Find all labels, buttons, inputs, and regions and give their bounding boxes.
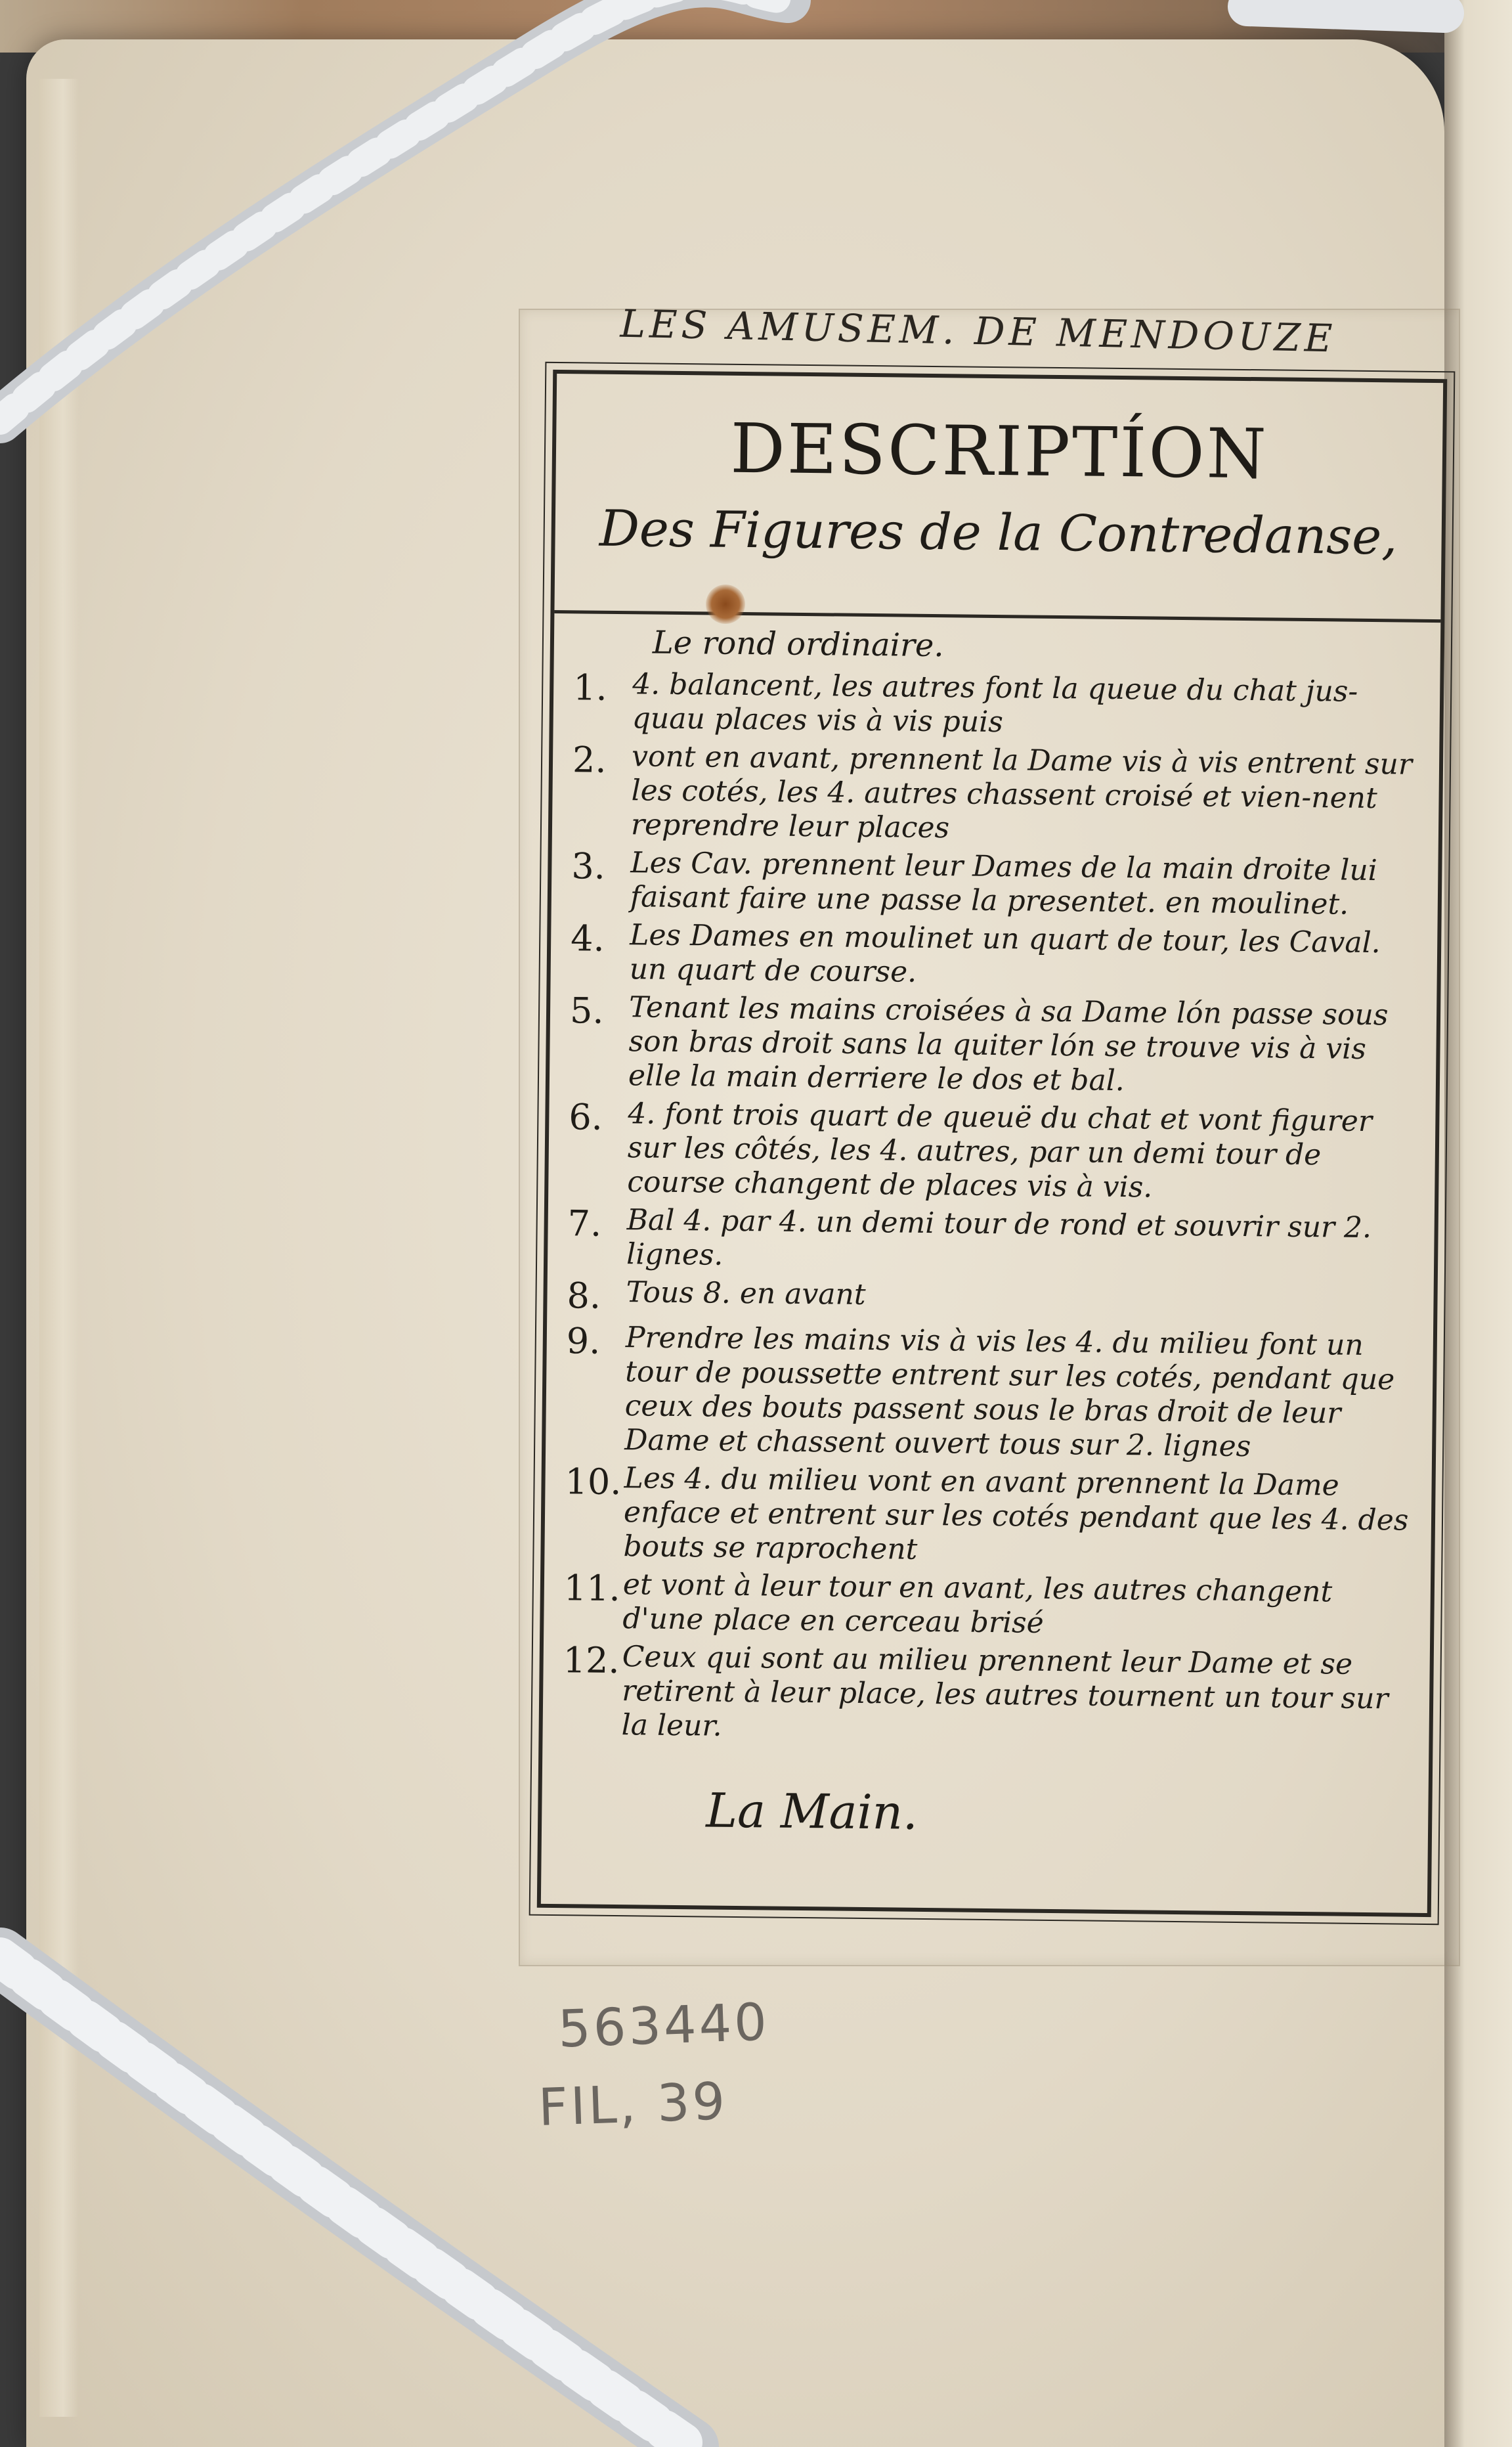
item-text: vont en avant, prennent la Dame vis à vis entrent sur les cotés, les 4. autres chassent croisé et vien-nent reprendre leur places [630, 739, 1413, 845]
item-number: 11. [563, 1567, 621, 1610]
list-item [567, 1275, 1414, 1325]
title-box [554, 374, 1443, 623]
list-item [572, 739, 1420, 850]
item-number: 9. [566, 1320, 601, 1362]
item-text: et vont à leur tour en avant, les autres changent d'une place en cerceau brisé [622, 1568, 1333, 1640]
item-number: 5. [569, 990, 604, 1032]
item-text: 4. font trois quart de queuë du chat et vont figurer sur les côtés, les 4. autres, par un demi tour de course changent de places vis à vis. [627, 1097, 1373, 1204]
list-item [563, 1567, 1411, 1644]
list-item [565, 1320, 1414, 1465]
item-text: Les 4. du milieu vont en avant prennent la Dame enface et entrent sur les cotés pendant que les 4. des bouts se raprochent [623, 1461, 1409, 1566]
item-text: Tous 8. en avant [626, 1275, 866, 1312]
figure-list [561, 623, 1421, 1845]
list-item [570, 917, 1417, 995]
item-text: Les Cav. prennent leur Dames de la main droite lui faisant faire une passe la presentet. en moulinet. [630, 846, 1378, 921]
pencil-catalog-number: 563440 [557, 1993, 771, 2060]
item-number: 6. [569, 1096, 603, 1138]
item-text: Bal 4. par 4. un demi tour de rond et souvrir sur 2. lignes. [626, 1203, 1372, 1272]
list-item [569, 990, 1417, 1101]
list-item [568, 1096, 1416, 1208]
item-text: Ceux qui sont au milieu prennent leur Dame et se retirent à leur place, les autres tournent un tour sur la leur. [621, 1640, 1389, 1743]
item-number: 7. [567, 1202, 602, 1245]
closing-line: La Main. [705, 1782, 918, 1840]
pencil-shelfmark: FIL, 39 [537, 2071, 729, 2138]
item-number: 8. [567, 1275, 601, 1317]
rust-stain [706, 584, 745, 624]
list-item [567, 1202, 1415, 1280]
running-header: LES AMUSEM. DE MENDOUZE [619, 301, 1337, 361]
item-number: 4. [570, 917, 605, 959]
item-number: 2. [572, 739, 607, 781]
list-item [572, 667, 1420, 744]
list-item [564, 1461, 1412, 1572]
intro-line: Le rond ordinaire. [652, 624, 944, 665]
item-number: 10. [565, 1461, 622, 1503]
engraved-frame [537, 370, 1447, 1917]
item-number: 3. [571, 845, 606, 887]
page-edge [39, 79, 79, 2417]
list-item [562, 1639, 1410, 1751]
item-text: Les Dames en moulinet un quart de tour, les Caval. un quart de course. [629, 918, 1381, 989]
item-text: Prendre les mains vis à vis les 4. du milieu font un tour de poussette entrent sur les cotés, pendant que ceux des bouts passent sous le bras droit de leur Dame et chassent ouvert tous sur 2. lignes [624, 1321, 1395, 1464]
list-item [571, 845, 1419, 923]
item-text: 4. balancent, les autres font la queue du chat jus-quau places vis à vis puis [632, 667, 1358, 739]
item-number: 1. [572, 667, 608, 709]
item-number: 12. [563, 1639, 620, 1682]
item-text: Tenant les mains croisées à sa Dame lón passe sous son bras droit sans la quiter lón se trouve vis à vis elle la main derriere le dos et bal. [628, 990, 1389, 1098]
page-title: DESCRIPTÍON [729, 408, 1269, 495]
page-subtitle: Des Figures de la Contredanse, [599, 498, 1398, 566]
